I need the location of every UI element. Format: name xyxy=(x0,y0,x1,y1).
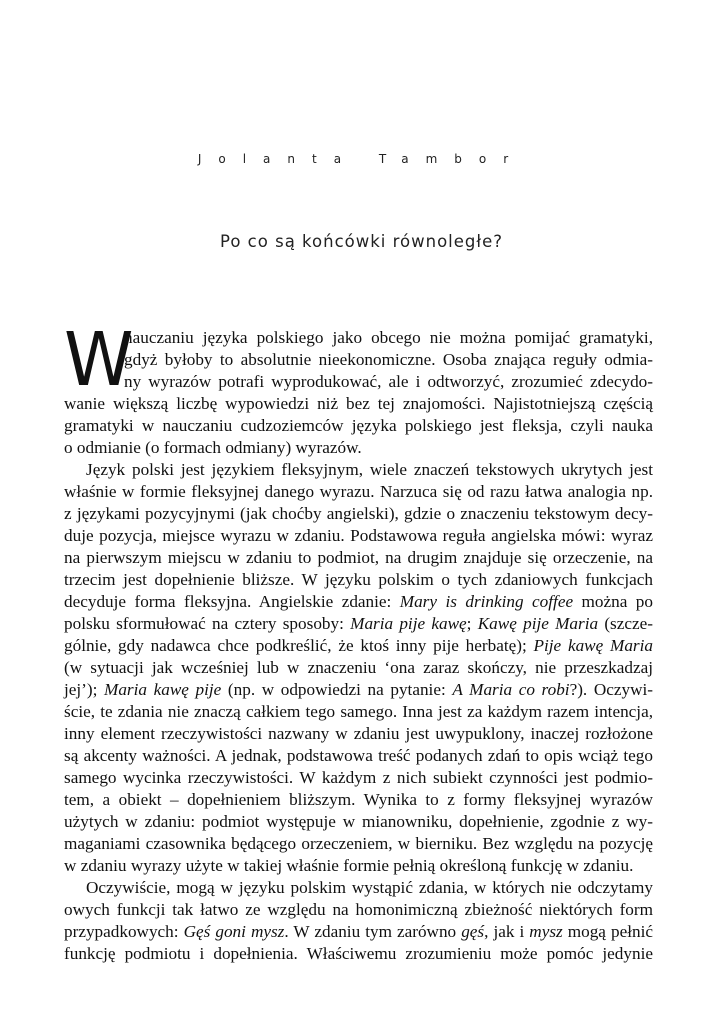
text-line: owych funkcji tak łatwo ze względu na homonimiczną zbieżność niektórych form xyxy=(64,900,653,919)
text-line: maganiami czasownika będącego orzeczeniem, w bierniku. Bez względu na pozycję xyxy=(64,834,653,853)
text-line: Język polski jest językiem fleksyjnym, wiele znaczeń tekstowych ukrytych jest xyxy=(86,460,653,479)
text-segment: . W zdaniu tym zarówno xyxy=(284,922,462,941)
text-segment: (szcze- xyxy=(598,614,653,633)
text-segment: gólnie, gdy nadawca chce podkreślić, że ktoś inny pije herbatę); xyxy=(64,636,534,655)
text-segment: przypadkowych: xyxy=(64,922,184,941)
text-line: duje pozycja, miejsce wyrazu w zdaniu. Podstawowa reguła angielska mówi: wyraz xyxy=(64,526,653,545)
text-line: gdyż byłoby to absolutnie nieekonomiczne. Osoba znająca reguły odmia- xyxy=(124,350,653,369)
author-name: Jolanta Tambor xyxy=(197,152,526,166)
text-segment: , jak i xyxy=(484,922,530,941)
italic-example: Mary is drinking coffee xyxy=(399,592,574,611)
text-line xyxy=(64,679,653,701)
article-title: Po co są końcówki równoległe? xyxy=(219,232,503,251)
text-line: gramatyki w nauczaniu cudzoziemców języka polskiego jest fleksja, czyli nauka xyxy=(64,416,653,435)
text-line: tem, a obiekt – dopełnieniem bliższym. Wynika to z formy fleksyjnej wyrazów xyxy=(64,790,653,809)
text-line xyxy=(64,613,653,635)
text-segment: polsku sformułować na cztery sposoby: xyxy=(64,614,351,633)
text-segment: decyduje forma fleksyjna. Angielskie zdanie: xyxy=(64,592,400,611)
text-line: na pierwszym miejscu w zdaniu to podmiot, na drugim znajduje się orzeczenie, na xyxy=(64,548,653,567)
text-line: ście, te zdania nie znaczą całkiem tego samego. Inna jest za każdym razem intencja, xyxy=(64,702,653,721)
article-body xyxy=(64,317,653,965)
italic-example: Maria kawę pije xyxy=(104,680,222,699)
text-segment: mogą pełnić xyxy=(562,922,653,941)
text-line: w zdaniu wyrazy użyte w takiej właśnie formie pełnią określoną funkcję w zdaniu. xyxy=(64,856,634,875)
text-line: funkcję podmiotu i dopełnienia. Właściwemu zrozumieniu może pomóc jedynie xyxy=(64,944,653,963)
text-line xyxy=(64,591,653,613)
text-line: z językami pozycyjnymi (jak choćby angielski), gdzie o znaczeniu tekstowym decy- xyxy=(64,504,653,523)
text-line: właśnie w formie fleksyjnej danego wyrazu. Narzuca się od razu łatwa analogia np. xyxy=(64,482,653,501)
italic-example: Maria pije kawę xyxy=(350,614,467,633)
text-line: samego wycinka rzeczywistości. W każdym z nich subiekt czynności jest podmio- xyxy=(64,768,653,787)
italic-example: Kawę pije Maria xyxy=(477,614,599,633)
text-segment: można po xyxy=(573,592,653,611)
text-line: nauczaniu języka polskiego jako obcego nie można pomijać gramatyki, xyxy=(124,328,653,347)
text-line: Oczywiście, mogą w języku polskim wystąpić zdania, w których nie odczytamy xyxy=(86,878,653,897)
text-line: o odmianie (o formach odmiany) wyrazów. xyxy=(64,438,362,457)
text-segment: (np. w odpowiedzi na pytanie: xyxy=(221,680,453,699)
italic-example: mysz xyxy=(529,922,563,941)
text-segment: ; xyxy=(466,614,478,633)
text-line: są akcenty ważności. A jednak, podstawowa treść podanych zdań to opis wciąż tego xyxy=(64,746,653,765)
italic-example: gęś xyxy=(461,922,485,941)
text-line xyxy=(64,635,653,657)
text-line: użytych w zdaniu: podmiot występuje w mianowniku, dopełnienie, zgodnie z wy- xyxy=(64,812,653,831)
text-line: wanie większą liczbę wypowiedzi niż bez tej znajomości. Najistotniejszą częścią xyxy=(64,394,653,413)
italic-example: Gęś goni mysz xyxy=(183,922,285,941)
text-segment: jej’); xyxy=(64,680,105,699)
text-line: (w sytuacji jak wcześniej lub w znaczeniu ‘ona zaraz skończy, nie przeszkadzaj xyxy=(64,658,653,677)
drop-cap: W xyxy=(64,317,134,403)
text-line xyxy=(64,921,653,943)
italic-example: Pije kawę Maria xyxy=(533,636,653,655)
text-line: ny wyrazów potrafi wyprodukować, ale i odtworzyć, zrozumieć zdecydo- xyxy=(124,372,653,391)
text-line: trzecim jest dopełnienie bliższe. W języku polskim o tych zdaniowych funkcjach xyxy=(64,570,653,589)
text-line: inny element rzeczywistości nazwany w zdaniu jest uwypuklony, inaczej rozłożone xyxy=(64,724,653,743)
text-segment: ?). Oczywi- xyxy=(569,680,653,699)
italic-example: A Maria co robi xyxy=(452,680,570,699)
